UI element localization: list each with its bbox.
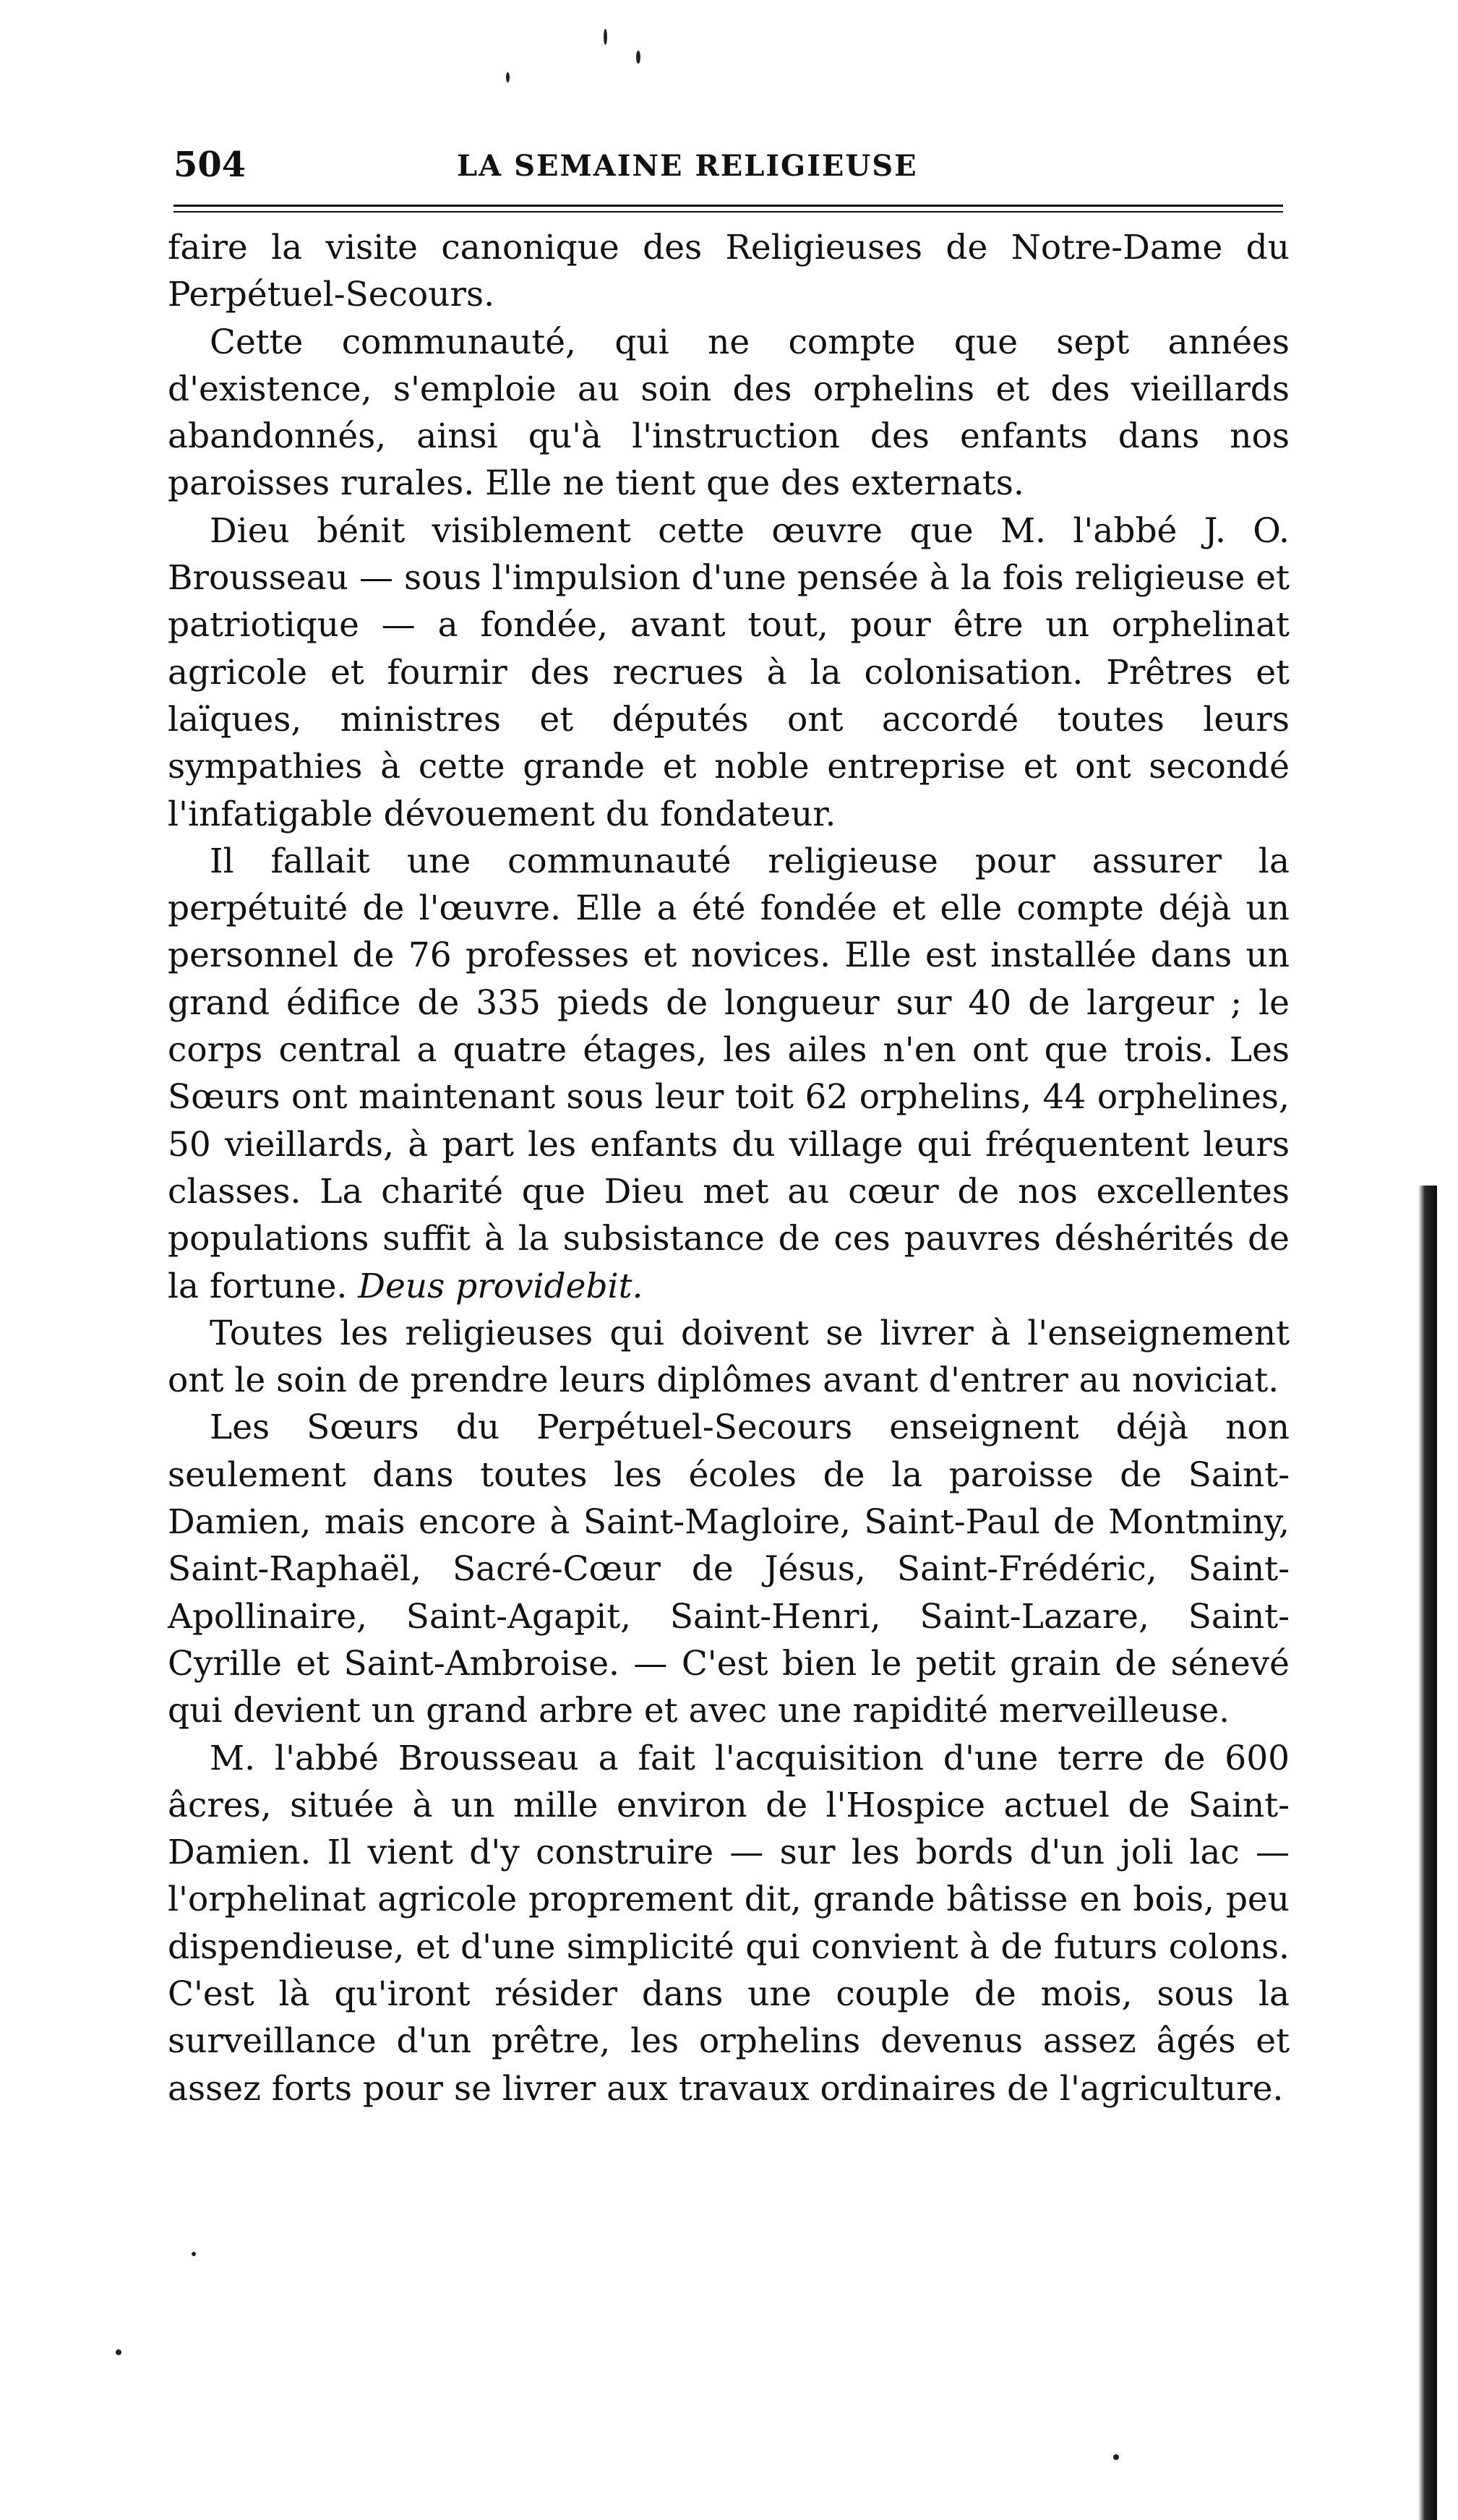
latin-phrase: Deus providebit. bbox=[358, 1266, 643, 1306]
scan-speck bbox=[116, 2349, 121, 2355]
scan-speck bbox=[1113, 2454, 1119, 2460]
body-text bbox=[168, 224, 1290, 2112]
paragraph-2: Cette communauté, qui ne compte que sept années d'existence, s'emploie au soin des orphelins et des vieillards abandonnés, ainsi qu'à l'instruction des enfants dans nos paroisses rurales. Elle ne tient que des externats. bbox=[168, 322, 1290, 504]
paragraph-4 bbox=[168, 838, 1290, 1310]
page-number: 504 bbox=[173, 145, 246, 185]
paragraph-5: Toutes les religieuses qui doivent se livrer à l'enseignement ont le soin de prendre leurs diplômes avant d'entrer au noviciat. bbox=[168, 1313, 1290, 1401]
paragraph-7: M. l'abbé Brousseau a fait l'acquisition d'une terre de 600 âcres, située à un mille environ de l'Hospice actuel de Saint-Damien. Il vient d'y construire — sur les bords d'un joli lac — l'orphelinat agricole proprement dit, grande bâtisse en bois, peu dispendieuse, et d'une simplicité qui convient à de futurs colons. C'est là qu'iront résider dans une couple de mois, sous la surveillance d'un prêtre, les orphelins devenus assez âgés et assez forts pour se livrer aux travaux ordinaires de l'agriculture. bbox=[168, 1738, 1290, 2109]
running-title: LA SEMAINE RELIGIEUSE bbox=[457, 149, 918, 183]
scan-speck bbox=[192, 2252, 196, 2256]
scan-speck bbox=[636, 51, 640, 64]
header-rule bbox=[173, 205, 1283, 213]
paragraph-3: Dieu bénit visiblement cette œuvre que M. l'abbé J. O. Brousseau — sous l'impulsion d'une pensée à la fois religieuse et patriotique — a fondée, avant tout, pour être un orphelinat agricole et fournir des recrues à la colonisation. Prêtres et laïques, ministres et députés ont accordé toutes leurs sympathies à cette grande et noble entreprise et ont secondé l'infatigable dévouement du fondateur. bbox=[168, 510, 1290, 834]
paragraph-1: faire la visite canonique des Religieuses de Notre-Dame du Perpétuel-Secours. bbox=[168, 228, 1290, 315]
page-header bbox=[173, 145, 1283, 202]
paragraph-4-text: Il fallait une communauté religieuse pour assurer la perpétuité de l'œuvre. Elle a été fondée et elle compte déjà un personnel de 76 professes et novices. Elle est installée dans un grand édifice de 335 pieds de longueur sur 40 de largeur ; le corps central a quatre étages, les ailes n'en ont que trois. Les Sœurs ont maintenant sous leur toit 62 orphelins, 44 orphelines, 50 vieillards, à part les enfants du village qui fréquentent leurs classes. La charité que Dieu met au cœur de nos excellentes populations suffit à la subsistance de ces pauvres déshérités de la fortune. bbox=[168, 841, 1290, 1306]
scan-speck bbox=[604, 29, 607, 45]
scan-speck bbox=[506, 72, 510, 82]
scan-edge-shadow bbox=[1418, 1186, 1437, 2520]
paragraph-6: Les Sœurs du Perpétuel-Secours enseignent déjà non seulement dans toutes les écoles de la paroisse de Saint-Damien, mais encore à Saint-Magloire, Saint-Paul de Montminy, Saint-Raphaël, Sacré-Cœur de Jésus, Saint-Frédéric, Saint-Apollinaire, Saint-Agapit, Saint-Henri, Saint-Lazare, Saint-Cyrille et Saint-Ambroise. — C'est bien le petit grain de sénevé qui devient un grand arbre et avec une rapidité merveilleuse. bbox=[168, 1407, 1290, 1731]
